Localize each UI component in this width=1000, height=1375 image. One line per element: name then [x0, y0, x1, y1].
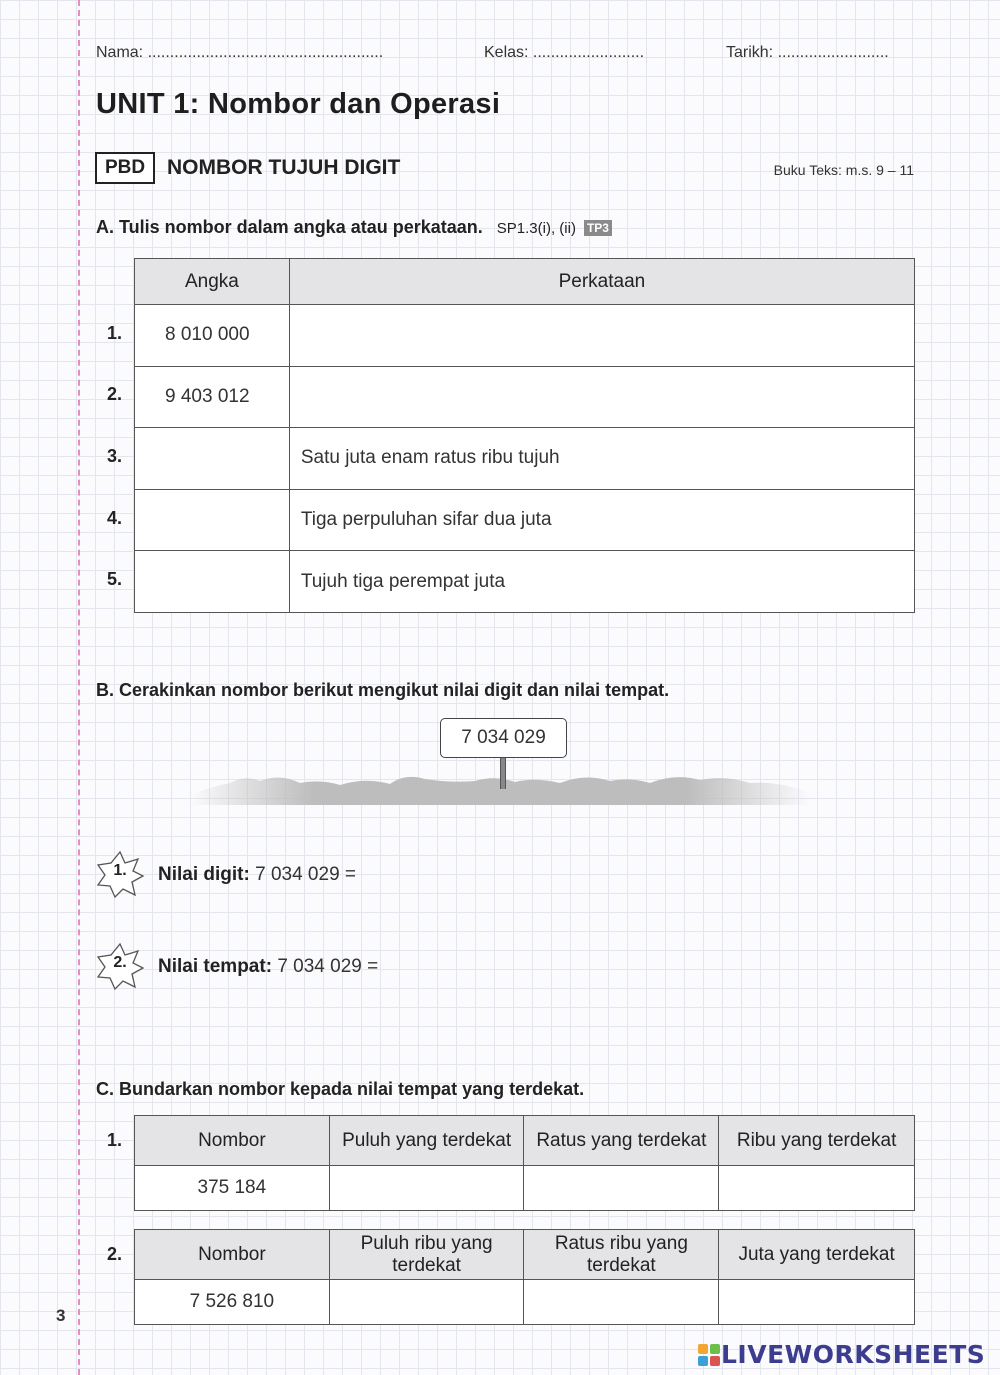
answer-cell[interactable] — [329, 1166, 524, 1211]
answer-cell-perkataan[interactable] — [289, 366, 914, 428]
section-c-heading: C. Bundarkan nombor kepada nilai tempat yang terdekat. — [96, 1079, 585, 1099]
column-header-juta: Juta yang terdekat — [719, 1230, 915, 1280]
column-header-perkataan: Perkataan — [289, 259, 914, 305]
row-number: 1. — [106, 1130, 122, 1150]
column-header-ratus: Ratus yang terdekat — [524, 1116, 719, 1166]
liveworksheets-icon — [697, 1343, 721, 1367]
section-a-heading — [96, 217, 612, 238]
section-a-table — [134, 258, 915, 613]
column-header-nombor: Nombor — [135, 1116, 330, 1166]
liveworksheets-logo[interactable] — [697, 1340, 985, 1369]
question-2-number: 2. — [113, 954, 127, 971]
pbd-badge: PBD — [95, 152, 155, 184]
table-row — [135, 1166, 915, 1211]
number-cell: 7 526 810 — [135, 1280, 330, 1325]
table-row — [135, 428, 915, 490]
answer-cell-angka: 9 403 012 — [135, 366, 290, 428]
answer-cell-perkataan: Tiga perpuluhan sifar dua juta — [289, 489, 914, 551]
question-1-number: 1. — [113, 862, 127, 879]
date-field[interactable]: Tarikh: ......................... — [726, 44, 889, 61]
page-number: 3 — [56, 1306, 66, 1325]
unit-title: UNIT 1: Nombor dan Operasi — [96, 88, 501, 120]
class-field[interactable]: Kelas: ......................... — [484, 44, 645, 61]
question-1-expression: 7 034 029 = — [255, 864, 357, 885]
rounding-table-1 — [134, 1115, 915, 1211]
column-header-nombor: Nombor — [135, 1230, 330, 1280]
table-row — [135, 366, 915, 428]
tp-badge: TP3 — [584, 220, 612, 236]
rounding-table-2 — [134, 1229, 915, 1325]
answer-cell[interactable] — [524, 1280, 719, 1325]
column-header-ribu: Ribu yang terdekat — [719, 1116, 915, 1166]
answer-cell[interactable] — [719, 1166, 915, 1211]
textbook-reference: Buku Teks: m.s. 9 – 11 — [773, 162, 914, 178]
answer-cell-angka[interactable] — [135, 428, 290, 490]
topic-title: NOMBOR TUJUH DIGIT — [167, 156, 401, 179]
answer-cell-perkataan: Satu juta enam ratus ribu tujuh — [289, 428, 914, 490]
brand-name: LIVEWORKSHEETS — [721, 1340, 986, 1369]
answer-cell-angka[interactable] — [135, 551, 290, 613]
answer-cell-perkataan[interactable] — [289, 305, 914, 367]
section-a-title: A. Tulis nombor dalam angka atau perkataan. — [96, 217, 483, 237]
number-cell: 375 184 — [135, 1166, 330, 1211]
column-header-ratus-ribu: Ratus ribu yang terdekat — [524, 1230, 719, 1280]
answer-cell-perkataan: Tujuh tiga perempat juta — [289, 551, 914, 613]
question-1-label: Nilai digit: — [158, 864, 250, 885]
row-number: 2. — [106, 384, 122, 404]
column-header-angka: Angka — [135, 259, 290, 305]
row-number: 5. — [106, 569, 122, 589]
answer-cell[interactable] — [719, 1280, 915, 1325]
margin-line — [78, 0, 80, 1375]
row-number: 2. — [106, 1244, 122, 1264]
answer-cell[interactable] — [524, 1166, 719, 1211]
answer-cell[interactable] — [329, 1280, 524, 1325]
question-2-label: Nilai tempat: — [158, 956, 273, 977]
table-row — [135, 305, 915, 367]
row-number: 4. — [106, 508, 122, 528]
row-number: 1. — [106, 323, 122, 343]
section-b-heading: B. Cerakinkan nombor berikut mengikut nilai digit dan nilai tempat. — [96, 680, 670, 700]
answer-cell-angka[interactable] — [135, 489, 290, 551]
question-2-badge — [95, 941, 145, 991]
question-2-text — [158, 956, 378, 978]
answer-cell-angka: 8 010 000 — [135, 305, 290, 367]
row-number: 3. — [106, 446, 122, 466]
signpost-pole — [500, 757, 506, 789]
question-2-expression: 7 034 029 = — [277, 956, 379, 977]
question-1-text — [158, 864, 356, 886]
question-1-badge — [95, 849, 145, 899]
name-field[interactable]: Nama: ..................................................... — [96, 44, 384, 61]
column-header-puluh-ribu: Puluh ribu yang terdekat — [329, 1230, 524, 1280]
table-row — [135, 489, 915, 551]
signpost-number: 7 034 029 — [440, 718, 567, 758]
column-header-puluh: Puluh yang terdekat — [329, 1116, 524, 1166]
section-a-ref: SP1.3(i), (ii) — [496, 220, 576, 237]
table-row — [135, 551, 915, 613]
table-row — [135, 1280, 915, 1325]
